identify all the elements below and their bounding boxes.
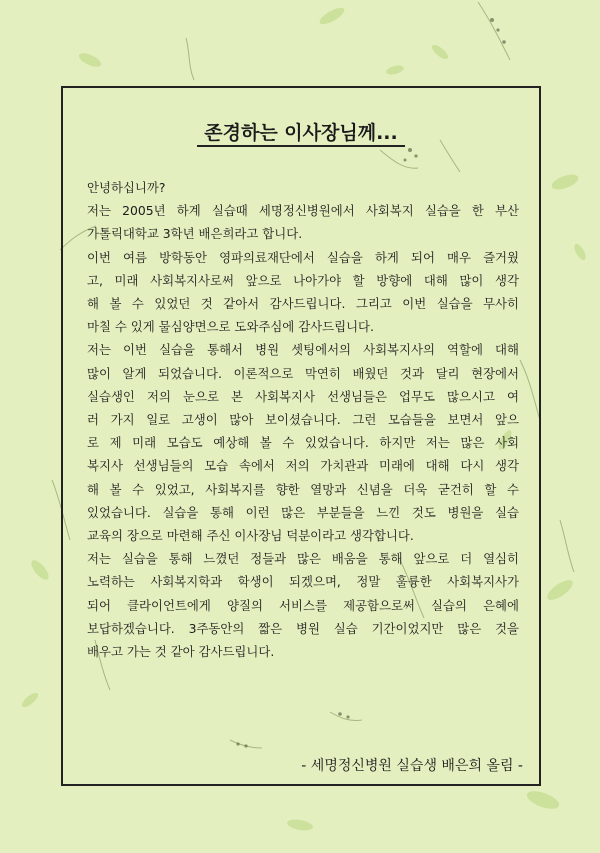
letter-line: 러 가지 일로 고생이 많아 보이셨습니다. 그런 모습들을 보면서 앞으 xyxy=(87,412,519,428)
letter-line: 해 볼 수 있었던 것 같아서 감사드립니다. 그리고 이번 실습을 무사히 xyxy=(87,296,519,312)
letter-line: 고, 미래 사회복지사로써 앞으로 나아가야 할 방향에 대해 많이 생각 xyxy=(87,272,519,288)
letter-line: 있었습니다. 실습을 통해 이런 많은 부분들을 느낀 것도 병원을 실습 xyxy=(87,504,519,520)
letter-signature: - 세명정신병원 실습생 배은희 올림 - xyxy=(301,758,523,774)
letter-line: 저는 실습을 통해 느꼈던 정들과 많은 배움을 통해 앞으로 더 열심히 xyxy=(87,551,519,567)
letter-frame xyxy=(61,86,541,786)
letter-line: 저는 이번 실습을 통해서 병원 셋팅에서의 사회복지사의 역할에 대해 xyxy=(87,342,519,358)
letter-line: 되어 클라이언트에게 양질의 서비스를 제공함으로써 실습의 은혜에 xyxy=(87,597,519,613)
title-underline xyxy=(197,145,405,147)
letter-line: 교육의 장으로 마련해 주신 이사장님 덕분이라고 생각합니다. xyxy=(87,528,414,544)
letter-line: 많이 알게 되었습니다. 이론적으로 막연히 배웠던 것과 달리 현장에서 xyxy=(87,365,519,381)
letter-line: 실습생인 저의 눈으로 본 사회복지사 선생님들은 업무도 많으시고 여 xyxy=(87,388,519,404)
letter-line: 저는 2005년 하계 실습때 세명정신병원에서 사회복지 실습을 한 부산 xyxy=(87,203,519,219)
letter-line: 노력하는 사회복지학과 학생이 되겠으며, 정말 훌륭한 사회복지사가 xyxy=(87,574,519,590)
letter-title: 존경하는 이사장님께... xyxy=(204,122,398,144)
letter-line: 이번 여름 방학동안 영파의료재단에서 실습을 하게 되어 매우 즐거웠 xyxy=(87,249,519,265)
letter-line: 가톨릭대학교 3학년 배은희라고 합니다. xyxy=(87,226,303,242)
letter-line: 마칠 수 있게 물심양면으로 도와주심에 감사드립니다. xyxy=(87,319,374,335)
letter-line: 로 제 미래 모습도 예상해 볼 수 있었습니다. 하지만 저는 많은 사회 xyxy=(87,435,519,451)
letter-line: 해 볼 수 있었고, 사회복지를 향한 열망과 신념을 더욱 굳건히 할 수 xyxy=(87,481,519,497)
letter-line-greeting: 안녕하십니까? xyxy=(87,180,166,195)
letter-line: 보답하겠습니다. 3주동안의 짧은 병원 실습 기간이었지만 많은 것을 xyxy=(87,620,519,636)
letter-line: 배우고 가는 것 같아 감사드립니다. xyxy=(87,644,275,660)
letter-body xyxy=(87,176,519,663)
letter-line: 복지사 선생님들의 모습 속에서 저의 가치관과 미래에 대해 다시 생각 xyxy=(87,458,519,474)
